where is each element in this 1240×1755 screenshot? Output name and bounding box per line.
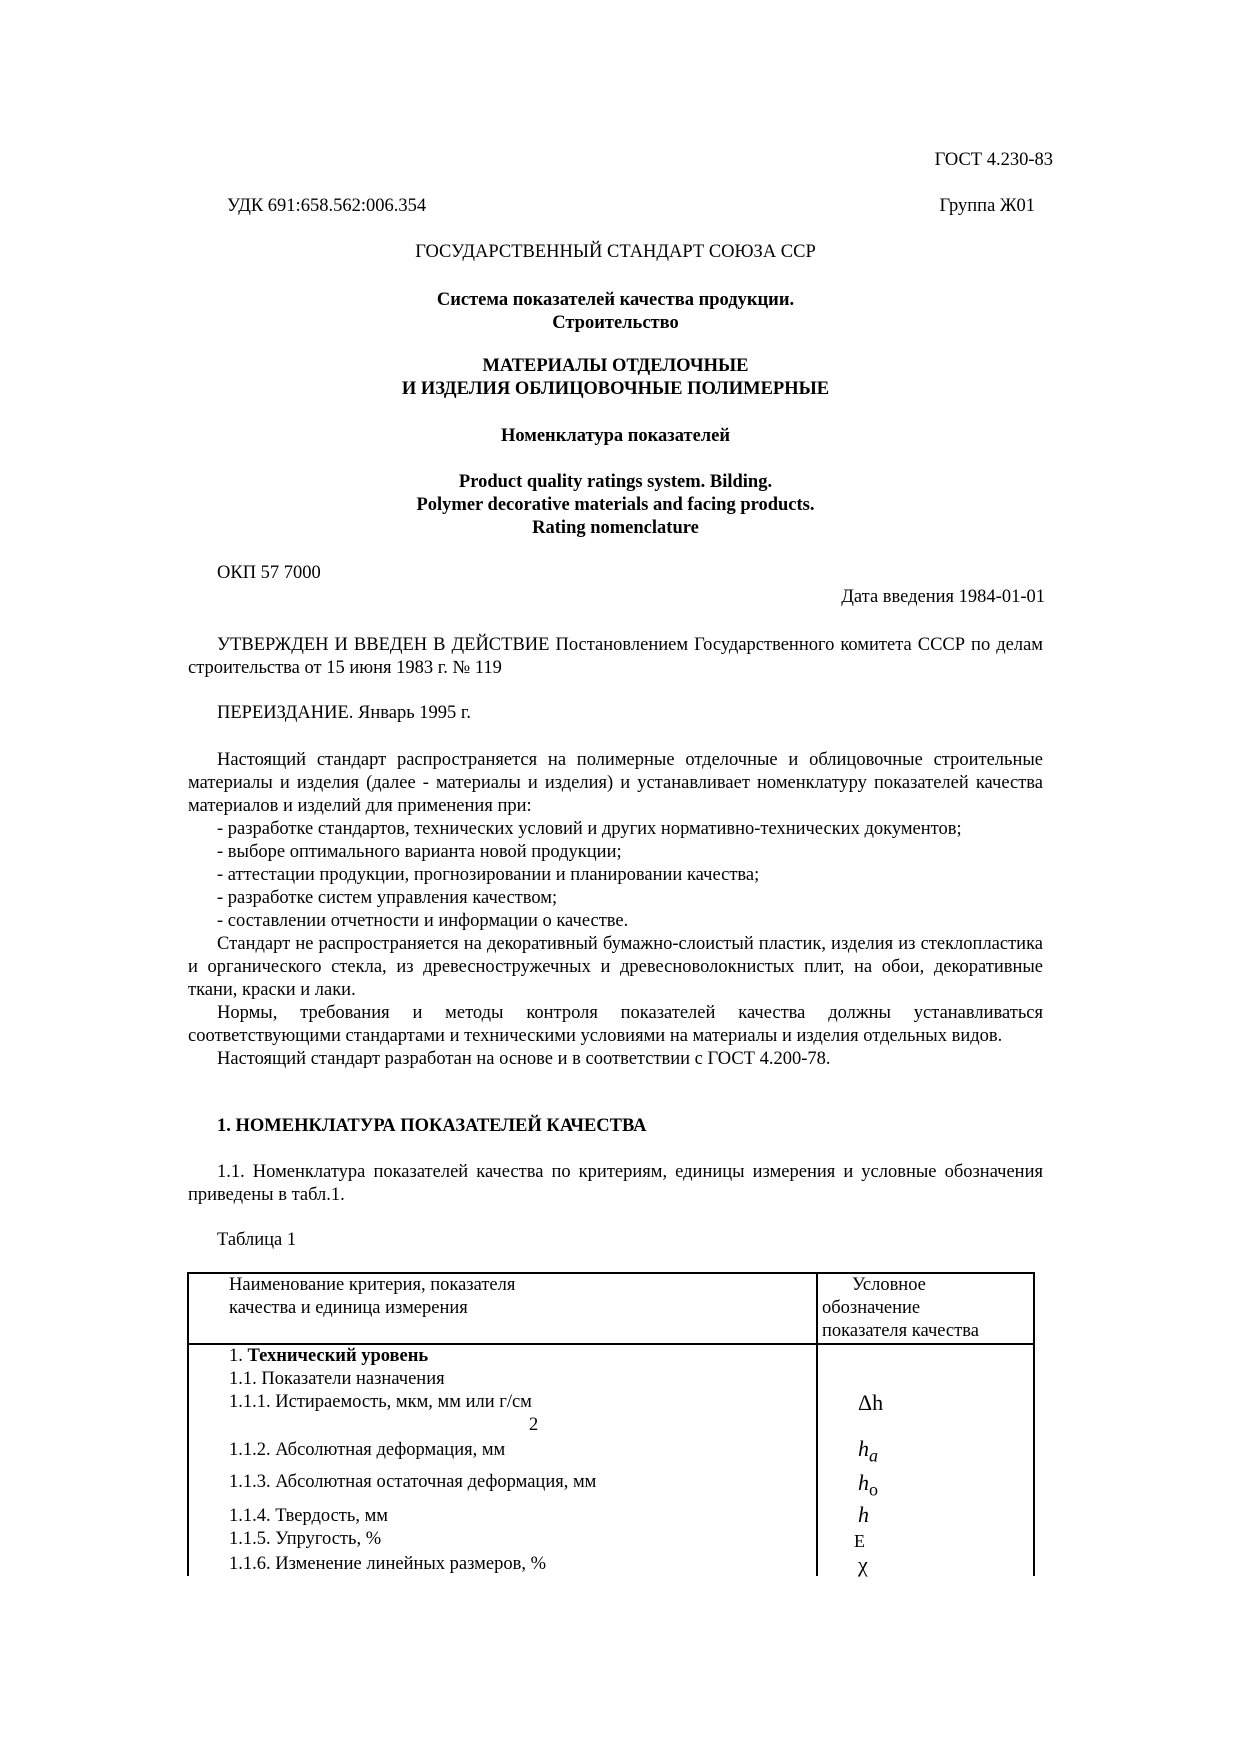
subtitle: Номенклатура показателей	[500, 426, 731, 446]
scope-paragraph: Настоящий стандарт распространяется на полимерные отделочные и облицовочные строительные материалы и изделия (далее - материалы и изделия) и устанавливает номенклатуру показателей качества материалов и изделий для применения при:	[188, 750, 1043, 816]
table-row	[188, 1528, 1034, 1553]
empty-cell	[817, 1344, 1034, 1368]
english-title-line: Product quality ratings system. Bilding.	[458, 472, 773, 492]
table-row	[188, 1553, 1034, 1576]
section-1-heading: 1. НОМЕНКЛАТУРА ПОКАЗАТЕЛЕЙ КАЧЕСТВА	[217, 1116, 647, 1136]
english-title	[188, 471, 1043, 540]
indicator-symbol	[817, 1528, 1034, 1553]
indicator-name: 1.1.2. Абсолютная деформация, мм	[188, 1437, 817, 1471]
header-line: Условное	[852, 1275, 926, 1295]
indicators-table	[187, 1272, 1035, 1576]
symbol-text: h	[858, 1470, 869, 1495]
header-line: показателя качества	[822, 1321, 979, 1341]
english-title-line: Polymer decorative materials and facing products.	[416, 495, 815, 515]
table-row	[188, 1391, 1034, 1437]
subgroup-heading: 1.1. Показатели назначения	[188, 1368, 817, 1391]
header-indicator-name	[188, 1273, 817, 1344]
indicator-name: 1.1.5. Упругость, %	[188, 1528, 817, 1553]
system-title	[188, 289, 1043, 335]
exclusions-paragraph: Стандарт не распространяется на декоративный бумажно-слоистый пластик, изделия из стеклопластика и органического стекла, из древесностружечных и древесноволокнистых плит, на обои, декоративные ткани, краски и лаки.	[188, 934, 1043, 1000]
table-row	[188, 1471, 1034, 1503]
basis-paragraph: Настоящий стандарт разработан на основе и в соответствии с ГОСТ 4.200-78.	[217, 1049, 831, 1069]
symbol-text: Δh	[858, 1390, 884, 1415]
system-title-line: Система показателей качества продукции.	[436, 290, 795, 310]
clause-1-1: 1.1. Номенклатура показателей качества по критериям, единицы измерения и условные обозначения приведены в табл.1.	[188, 1162, 1043, 1205]
indicator-symbol	[817, 1391, 1034, 1437]
indicator-name: 1.1.6. Изменение линейных размеров, %	[188, 1553, 817, 1576]
group-heading	[188, 1344, 817, 1368]
bullet-item: - составлении отчетности и информации о качестве.	[217, 911, 629, 931]
table-row	[188, 1344, 1034, 1368]
indicator-name: 1.1.4. Твердость, мм	[188, 1503, 817, 1528]
indicator-name: 1.1.3. Абсолютная остаточная деформация, мм	[188, 1471, 817, 1503]
symbol-subscript: о	[869, 1479, 878, 1500]
approval-lead: УТВЕРЖДЕН И ВВЕДЕН В ДЕЙСТВИЕ	[217, 635, 550, 655]
symbol-text: E	[854, 1531, 865, 1551]
main-title-line: МАТЕРИАЛЫ ОТДЕЛОЧНЫЕ	[482, 356, 749, 376]
norms-paragraph: Нормы, требования и методы контроля показателей качества должны устанавливаться соответствующими стандартами и техническими условиями на материалы и изделия отдельных видов.	[188, 1003, 1043, 1046]
table-row	[188, 1503, 1034, 1528]
table-header-row	[188, 1273, 1034, 1344]
bullet-item: - выборе оптимального варианта новой продукции;	[217, 842, 622, 862]
header-line: качества и единица измерения	[229, 1298, 468, 1318]
group-number: 1.	[229, 1346, 248, 1366]
bullet-item: - разработке систем управления качеством;	[217, 888, 558, 908]
header-line: Наименование критерия, показателя	[229, 1275, 516, 1295]
main-text	[188, 749, 1043, 1071]
indicator-name	[188, 1391, 817, 1437]
main-title	[188, 355, 1043, 401]
symbol-subscript: a	[869, 1445, 878, 1466]
gost-number: ГОСТ 4.230-83	[934, 150, 1053, 170]
symbol-text: h	[858, 1436, 869, 1461]
table-row	[188, 1368, 1034, 1391]
table-caption: Таблица 1	[217, 1230, 297, 1250]
udk-code: УДК 691:658.562:006.354	[227, 196, 427, 216]
exponent: 2	[529, 1415, 539, 1435]
empty-cell	[817, 1368, 1034, 1391]
bullet-item: - аттестации продукции, прогнозировании и планировании качества;	[217, 865, 760, 885]
english-title-line: Rating nomenclature	[532, 518, 699, 538]
indicator-symbol	[817, 1471, 1034, 1503]
approval-paragraph	[188, 634, 1043, 680]
intro-date: Дата введения 1984-01-01	[841, 587, 1045, 607]
main-title-line: И ИЗДЕЛИЯ ОБЛИЦОВОЧНЫЕ ПОЛИМЕРНЫЕ	[401, 379, 830, 399]
group-code: Группа Ж01	[939, 196, 1035, 216]
reissue-note: ПЕРЕИЗДАНИЕ. Январь 1995 г.	[217, 703, 472, 723]
okp-code: ОКП 57 7000	[217, 563, 321, 583]
indicator-symbol	[817, 1437, 1034, 1471]
bullet-item: - разработке стандартов, технических условий и других нормативно-технических документов;	[217, 819, 962, 839]
indicator-symbol: χ	[817, 1553, 1034, 1576]
header-line: обозначение	[822, 1298, 921, 1318]
approval-text: Постановлением Государственного комитета СССР по делам строительства от 15 июня 1983 г. № 119	[188, 635, 1043, 678]
table-row	[188, 1437, 1034, 1471]
group-title: Технический уровень	[247, 1346, 429, 1366]
indicator-symbol: h	[817, 1503, 1034, 1528]
indicator-text: 1.1.1. Истираемость, мкм, мм или г/см	[229, 1392, 532, 1412]
system-title-line: Строительство	[552, 313, 679, 333]
state-standard-heading: ГОСУДАРСТВЕННЫЙ СТАНДАРТ СОЮЗА ССР	[415, 242, 816, 262]
header-symbol	[817, 1273, 1034, 1344]
